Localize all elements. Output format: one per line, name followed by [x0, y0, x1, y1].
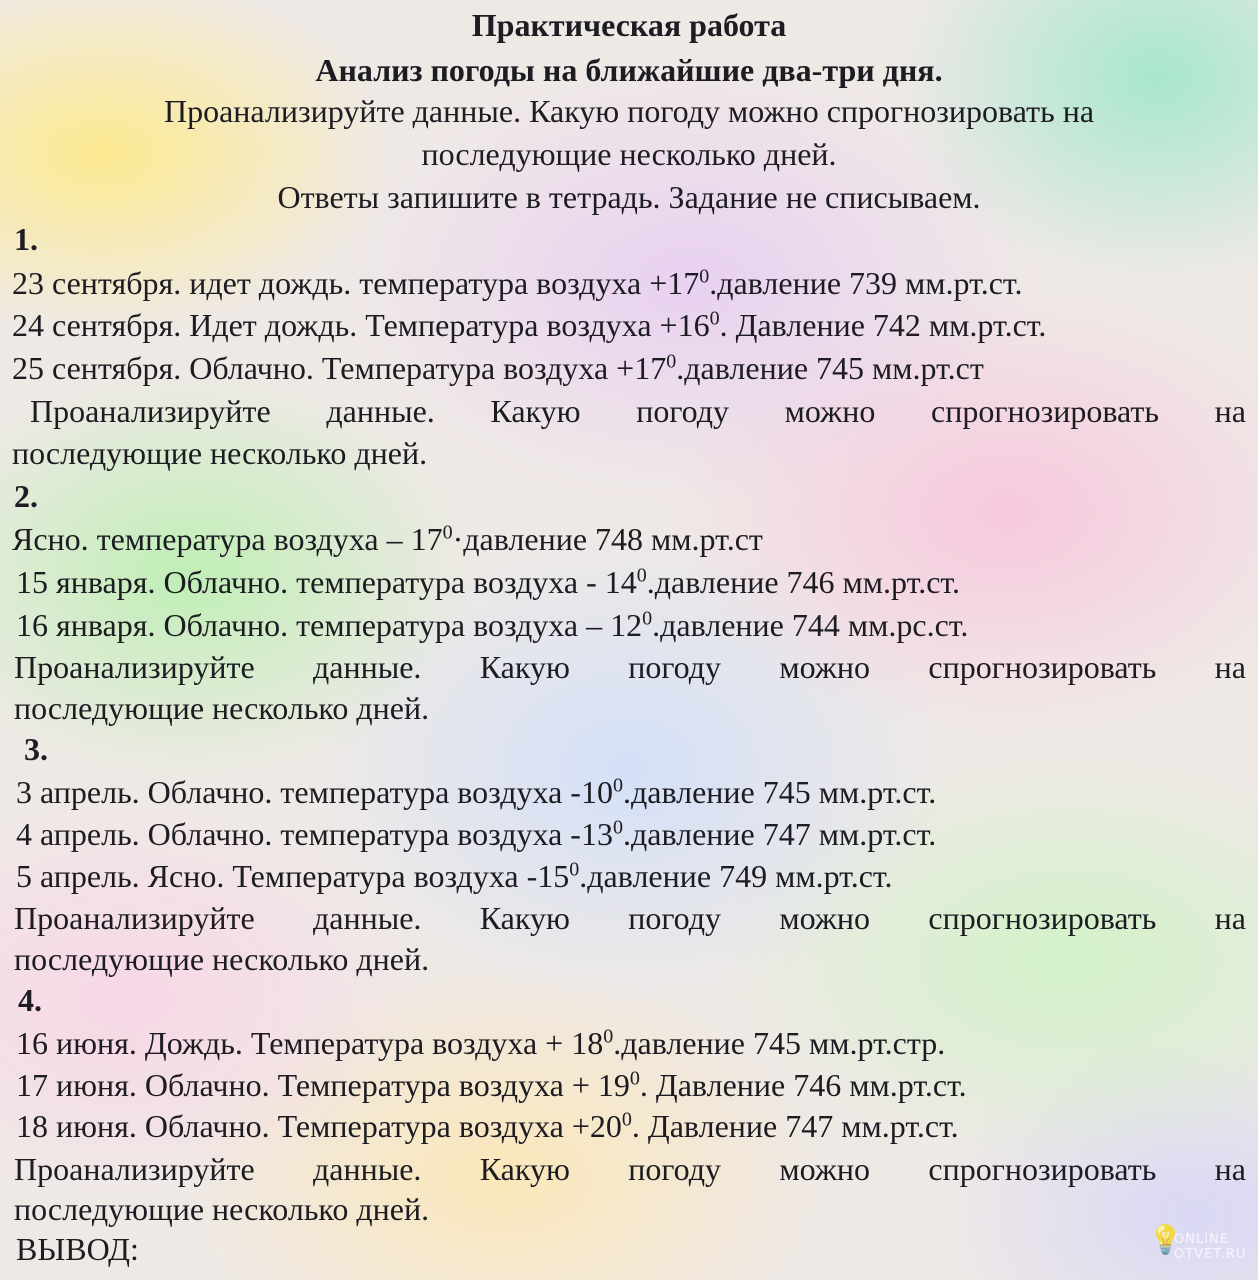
task-number: 2. — [14, 478, 38, 514]
weather-record: 16 января. Облачно. температура воздуха – $12^0.давление$ 744 мм.рс.ст. — [16, 607, 969, 643]
task-number: 4. — [18, 982, 42, 1018]
weather-record: 25 сентября. Облачно. Температура воздуха $+17^0.давление$ 745 мм.рт.ст — [12, 350, 984, 386]
task-question-continued: последующие несколько дней. — [14, 690, 430, 726]
weather-record: Ясно. температура воздуха – $17^0\cdot давление$ 748 мм.рт.ст — [12, 521, 763, 557]
task-question: Проанализируйте данные. Какую погоду можно спрогнозировать на — [14, 900, 1246, 936]
watermark-line-1: ONLINE — [1174, 1232, 1229, 1247]
task-question-continued: последующие несколько дней. — [14, 941, 430, 977]
weather-record: 5 апрель. Ясно. Температура воздуха $-15^0.давление$ 749 мм.рт.ст. — [16, 858, 893, 894]
weather-record: 16 июня. Дождь. Температура воздуха + $18^0.давление$ 745 мм.рт.стр. — [16, 1025, 946, 1061]
weather-record: 4 апрель. Облачно. температура воздуха $-13^0.давление$ 747 мм.рт.ст. — [16, 816, 937, 852]
watermark-line-2: OTVET.RU — [1174, 1247, 1247, 1262]
task-question: Проанализируйте данные. Какую погоду можно спрогнозировать на — [14, 1151, 1246, 1187]
weather-record: 18 июня. Облачно. Температура воздуха $+20^0$. Давление 747 мм.рт.ст. — [16, 1108, 959, 1144]
weather-record: 17 июня. Облачно. Температура воздуха + $19^0$. Давление 746 мм.рт.ст. — [16, 1067, 967, 1103]
weather-record: 15 января. Облачно. температура воздуха - $14^0.давление$ 746 мм.рт.ст. — [16, 564, 960, 600]
instruction-line-2: последующие несколько дней. — [421, 136, 837, 172]
weather-record: 24 сентября. Идет дождь. Температура воздуха $+16^0$. Давление 742 мм.рт.ст. — [12, 307, 1047, 343]
page-subtitle: Анализ погоды на ближайшие два-три дня. — [315, 52, 943, 88]
conclusion-label: ВЫВОД: — [16, 1231, 139, 1267]
lightbulb-icon: 💡 — [1148, 1223, 1183, 1256]
task-number: 1. — [14, 221, 38, 257]
task-number: 3. — [24, 731, 48, 767]
task-question-continued: последующие несколько дней. — [12, 435, 428, 471]
instruction-line-1: Проанализируйте данные. Какую погоду можно спрогнозировать на — [163, 93, 1095, 129]
page-title: Практическая работа — [471, 7, 787, 43]
watermark-logo — [1148, 1223, 1247, 1270]
task-question: Проанализируйте данные. Какую погоду можно спрогнозировать на — [30, 393, 1246, 429]
instruction-note: Ответы запишите в тетрадь. Задание не списываем. — [277, 179, 981, 215]
weather-record: 3 апрель. Облачно. температура воздуха $-10^0.давление$ 745 мм.рт.ст. — [16, 774, 937, 810]
task-question: Проанализируйте данные. Какую погоду можно спрогнозировать на — [14, 649, 1246, 685]
weather-record: 23 сентября. идет дождь. температура воздуха $+17^0.давление$ 739 мм.рт.ст. — [12, 265, 1023, 301]
task-question-continued: последующие несколько дней. — [14, 1191, 430, 1227]
